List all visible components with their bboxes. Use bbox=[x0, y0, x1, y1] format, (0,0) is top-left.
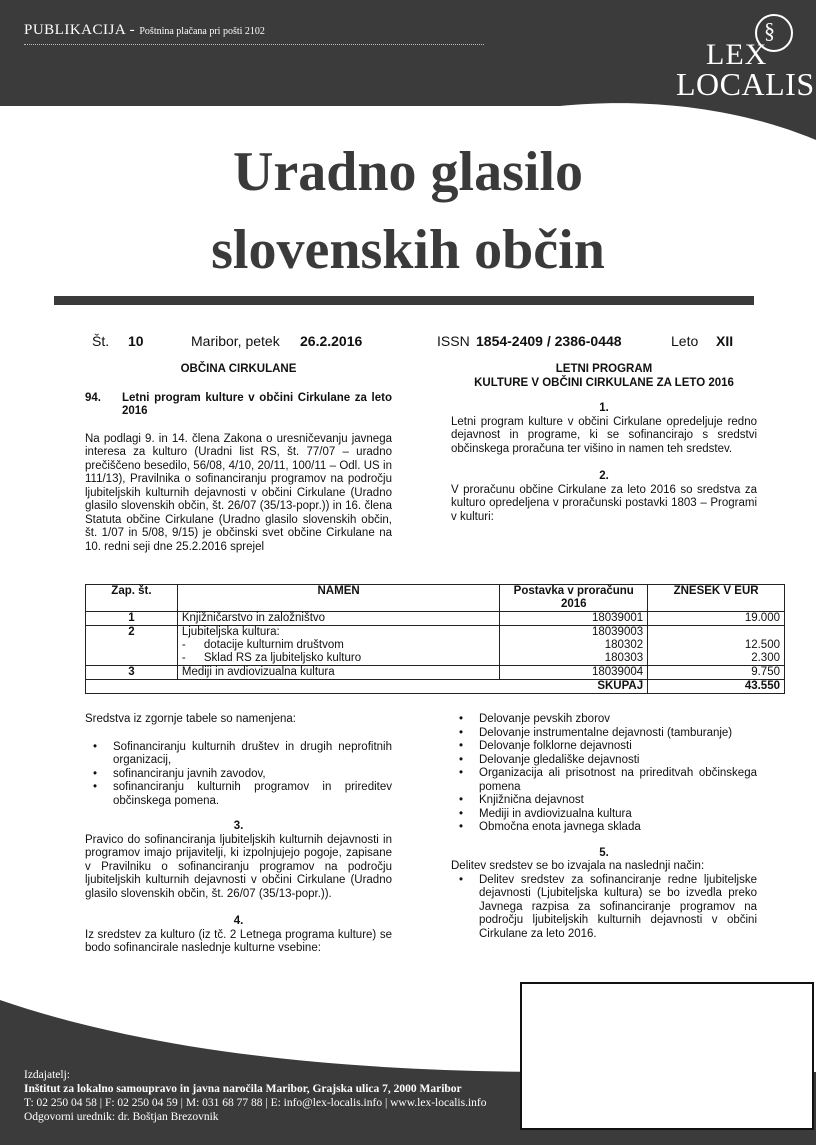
issue-date: 26.2.2016 bbox=[300, 333, 363, 349]
row-budget-item-group bbox=[500, 626, 648, 666]
row-budget-item: 180303 bbox=[604, 652, 644, 664]
list-item: • Delovanje gledališke dejavnosti bbox=[479, 754, 757, 768]
column-header: NAMEN bbox=[177, 585, 499, 612]
list-item: • sofinanciranju kulturnih programov in prireditev občinskega pomena. bbox=[113, 781, 392, 808]
total-label: SKUPAJ bbox=[86, 680, 648, 694]
logo-localis: LOCALIS bbox=[676, 66, 815, 102]
list-item: • Območna enota javnega sklada bbox=[479, 821, 757, 835]
left-column-bottom bbox=[85, 713, 392, 956]
section-sign-icon: § bbox=[764, 18, 775, 43]
issn-value: 1854-2409 / 2386-0448 bbox=[476, 333, 622, 349]
row-number: 2 bbox=[86, 626, 178, 666]
row-amount: 2.300 bbox=[751, 652, 780, 664]
row-name-group bbox=[177, 626, 499, 666]
sub-row bbox=[182, 639, 495, 652]
funds-intro: Sredstva iz zgornje tabele so namenjena: bbox=[85, 713, 296, 725]
program-title-2: KULTURE V OBČINI CIRKULANE ZA LETO 2016 bbox=[474, 376, 734, 389]
section-4-text: Iz sredstev za kulturo (iz tč. 2 Letnega programa kulture) se bodo sofinancirale naslednje kulturne vsebine: bbox=[85, 928, 392, 954]
publisher-label: Izdajatelj: bbox=[24, 1069, 70, 1081]
year-label: Leto bbox=[671, 333, 699, 349]
column-header: Postavka v proračunu 2016 bbox=[500, 585, 648, 612]
distribution-list bbox=[451, 874, 757, 942]
table-row bbox=[86, 612, 785, 626]
issue-number-label: Št. bbox=[92, 333, 110, 349]
list-item: • Delitev sredstev za sofinanciranje redne ljubiteljske dejavnosti (Ljubiteljska kultura) se bo izvedla preko Javnega razpisa za sofinanciranje programov na področju ljubiteljskih kulturnih dejavnosti v občini Cirkulane za leto 2016. bbox=[479, 874, 757, 942]
issue-number: 10 bbox=[128, 333, 144, 349]
footer-publisher-info bbox=[24, 1068, 486, 1124]
total-amount: 43.550 bbox=[648, 680, 785, 694]
row-amount: 9.750 bbox=[648, 666, 785, 680]
row-name: Sklad RS za ljubiteljsko kulturo bbox=[203, 652, 362, 664]
content-list bbox=[451, 713, 757, 835]
section-4-number: 4. bbox=[233, 915, 244, 927]
publisher-name: Inštitut za lokalno samoupravo in javna naročila Maribor, Grajska ulica 7, 2000 Maribor bbox=[24, 1083, 462, 1095]
row-amount: 19.000 bbox=[648, 612, 785, 626]
column-header: Zap. št. bbox=[86, 585, 178, 612]
dash-marker: - bbox=[181, 652, 186, 664]
list-item: • Delovanje instrumentalne dejavnosti (tamburanje) bbox=[479, 727, 757, 741]
row-amount-group bbox=[648, 626, 785, 666]
row-amount bbox=[652, 626, 780, 639]
budget-table bbox=[85, 584, 785, 694]
address-box bbox=[520, 982, 814, 1130]
year-value: XII bbox=[716, 333, 734, 349]
row-budget-item: 180302 bbox=[604, 639, 644, 651]
journal-title-line-2: slovenskih občin bbox=[211, 219, 605, 281]
row-name: Ljubiteljska kultura: bbox=[181, 626, 280, 638]
section-3-text: Pravico do sofinanciranja ljubiteljskih kulturnih dejavnosti in programov imajo prijavitelji, ki izpolnjujejo pogoje, zapisane v Pravilniku o sofinanciranju programov na področju ljubiteljskih kulturnih dejavnosti v občini Cirkulane (Uradno glasilo slovenskih občin, št. 26/07 (35/13-popr.)). bbox=[85, 833, 392, 900]
row-amount: 12.500 bbox=[744, 639, 780, 651]
issn-label: ISSN bbox=[437, 333, 470, 349]
section-2-number: 2. bbox=[599, 470, 609, 482]
section-2-text: V proračunu občine Cirkulane za leto 2016 so sredstva za kulturo opredeljena v proračunski postavki 1803 – Programi v kulturi: bbox=[451, 483, 757, 523]
table-total-row bbox=[86, 680, 785, 694]
title-rule bbox=[54, 296, 754, 305]
act-title: Letni program kulture v občini Cirkulane za leto 2016 bbox=[122, 391, 392, 417]
list-item: • Organizacija ali prisotnost na prireditvah občinskega pomena bbox=[479, 767, 757, 794]
publication-label: PUBLIKACIJA - Poštnina plačana pri pošti 2102 bbox=[24, 22, 265, 38]
sub-row bbox=[182, 652, 495, 665]
municipality-heading: OBČINA CIRKULANE bbox=[180, 363, 297, 375]
funds-purpose-list bbox=[85, 741, 392, 809]
section-5-intro: Delitev sredstev se bo izvajala na naslednji način: bbox=[451, 860, 705, 872]
section-1-text: Letni program kulture v občini Cirkulane opredeljuje redno dejavnost in programe, ki se sofinancirajo s sredstvi občinskega proračuna ter višino in namen teh sredstev. bbox=[451, 415, 757, 455]
row-name: Mediji in avdiovizualna kultura bbox=[177, 666, 499, 680]
logo-lex: LEX bbox=[706, 38, 768, 71]
right-column-bottom bbox=[451, 713, 757, 941]
list-item: • Knjižnična dejavnost bbox=[479, 794, 757, 808]
list-item: • sofinanciranju javnih zavodov, bbox=[113, 768, 392, 782]
publisher-contacts: T: 02 250 04 58 | F: 02 250 04 59 | M: 031 68 77 88 | E: info@lex-localis.info | www.lex-localis.info bbox=[24, 1097, 487, 1109]
preamble-text: Na podlagi 9. in 14. člena Zakona o uresničevanju javnega interesa za kulturo (Uradni list RS, št. 77/07 – uradno prečiščeno besedilo, 56/08, 4/10, 20/11, 100/11 – Odl. US in 111/13), Pravilnika o sofinanciranju programov na področju ljubiteljskih kulturnih dejavnosti v občini Cirkulane (Uradno glasilo slovenskih občin, št. 26/07 (35/13-popr.)) in 16. člena Statuta občine Cirkulane (Uradno glasilo slovenskih občin, št. 1/07 in 5/08, 9/15) je občinski svet občine Cirkulane na 10. redni seji dne 25.2.2016 sprejel bbox=[85, 432, 392, 553]
responsible-editor: Odgovorni urednik: dr. Boštjan Brezovnik bbox=[24, 1111, 219, 1123]
program-title-1: LETNI PROGRAM bbox=[555, 363, 653, 375]
table-row bbox=[86, 666, 785, 680]
table-header-row bbox=[86, 585, 785, 612]
row-number: 3 bbox=[86, 666, 178, 680]
header-dotted-rule bbox=[24, 44, 484, 45]
row-number: 1 bbox=[86, 612, 178, 626]
row-budget-item: 18039004 bbox=[500, 666, 648, 680]
row-budget-item: 18039001 bbox=[500, 612, 648, 626]
journal-title-line-1: Uradno glasilo bbox=[232, 141, 584, 203]
list-item: • Delovanje pevskih zborov bbox=[479, 713, 757, 727]
list-item: • Mediji in avdiovizualna kultura bbox=[479, 808, 757, 822]
act-number: 94. bbox=[85, 391, 101, 404]
row-budget-item: 18039003 bbox=[591, 626, 644, 638]
section-1-number: 1. bbox=[599, 402, 609, 414]
postage-note: Poštnina plačana pri pošti 2102 bbox=[139, 26, 265, 37]
row-name: Knjižničarstvo in založništvo bbox=[177, 612, 499, 626]
table-row bbox=[86, 626, 785, 666]
issue-place-label: Maribor, petek bbox=[191, 333, 280, 349]
dash-marker: - bbox=[181, 639, 186, 651]
list-item: • Delovanje folklorne dejavnosti bbox=[479, 740, 757, 754]
section-3-number: 3. bbox=[233, 820, 244, 832]
list-item: • Sofinanciranju kulturnih društev in drugih neprofitnih organizacij, bbox=[113, 741, 392, 768]
section-5-number: 5. bbox=[599, 846, 609, 859]
right-column-top bbox=[451, 363, 757, 524]
row-name: dotacije kulturnim društvom bbox=[203, 639, 344, 651]
column-header: ZNESEK V EUR bbox=[648, 585, 785, 612]
act-heading bbox=[85, 392, 392, 419]
left-column-top bbox=[85, 363, 392, 554]
